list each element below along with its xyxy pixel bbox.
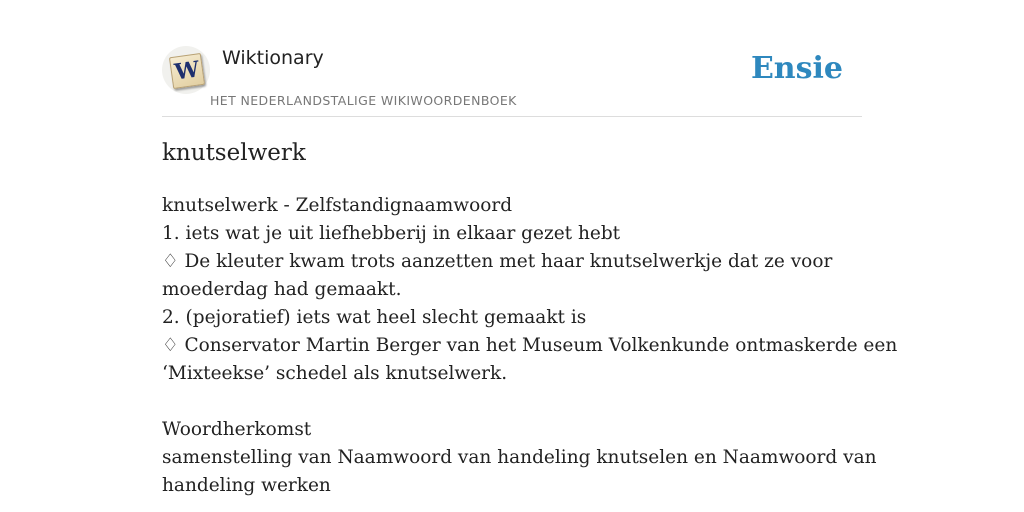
definition-1: 1. iets wat je uit liefhebberij in elkaar gezet hebt [162, 223, 621, 244]
example-2-line-2: ‘Mixteekse’ schedel als knutselwerk. [162, 363, 508, 384]
etymology-heading: Woordherkomst [162, 419, 312, 440]
example-2-line-1: ♢ Conservator Martin Berger van het Museum Volkenkunde ontmaskerde een [162, 335, 898, 356]
example-1-line-1: ♢ De kleuter kwam trots aanzetten met haar knutselwerkje dat ze voor [162, 251, 833, 272]
definition-2: 2. (pejoratief) iets wat heel slecht gemaakt is [162, 307, 587, 328]
page-title: knutselwerk [162, 140, 306, 166]
site-name-link[interactable]: Wiktionary [222, 47, 324, 69]
example-1-line-2: moederdag had gemaakt. [162, 279, 402, 300]
logo-tile [169, 53, 205, 89]
page [162, 0, 898, 512]
wiktionary-logo-icon[interactable] [162, 46, 210, 94]
etymology-line-2: handeling werken [162, 475, 331, 496]
logo-letter: W [172, 56, 202, 86]
site-header [162, 0, 862, 117]
part-of-speech-line: knutselwerk - Zelfstandignaamwoord [162, 195, 513, 216]
ensie-brand-link[interactable]: Ensie [750, 51, 843, 86]
site-tagline: HET NEDERLANDSTALIGE WIKIWOORDENBOEK [210, 93, 517, 108]
etymology-line-1: samenstelling van Naamwoord van handeling knutselen en Naamwoord van [162, 447, 877, 468]
spacer [162, 388, 862, 416]
entry-body [162, 192, 898, 500]
